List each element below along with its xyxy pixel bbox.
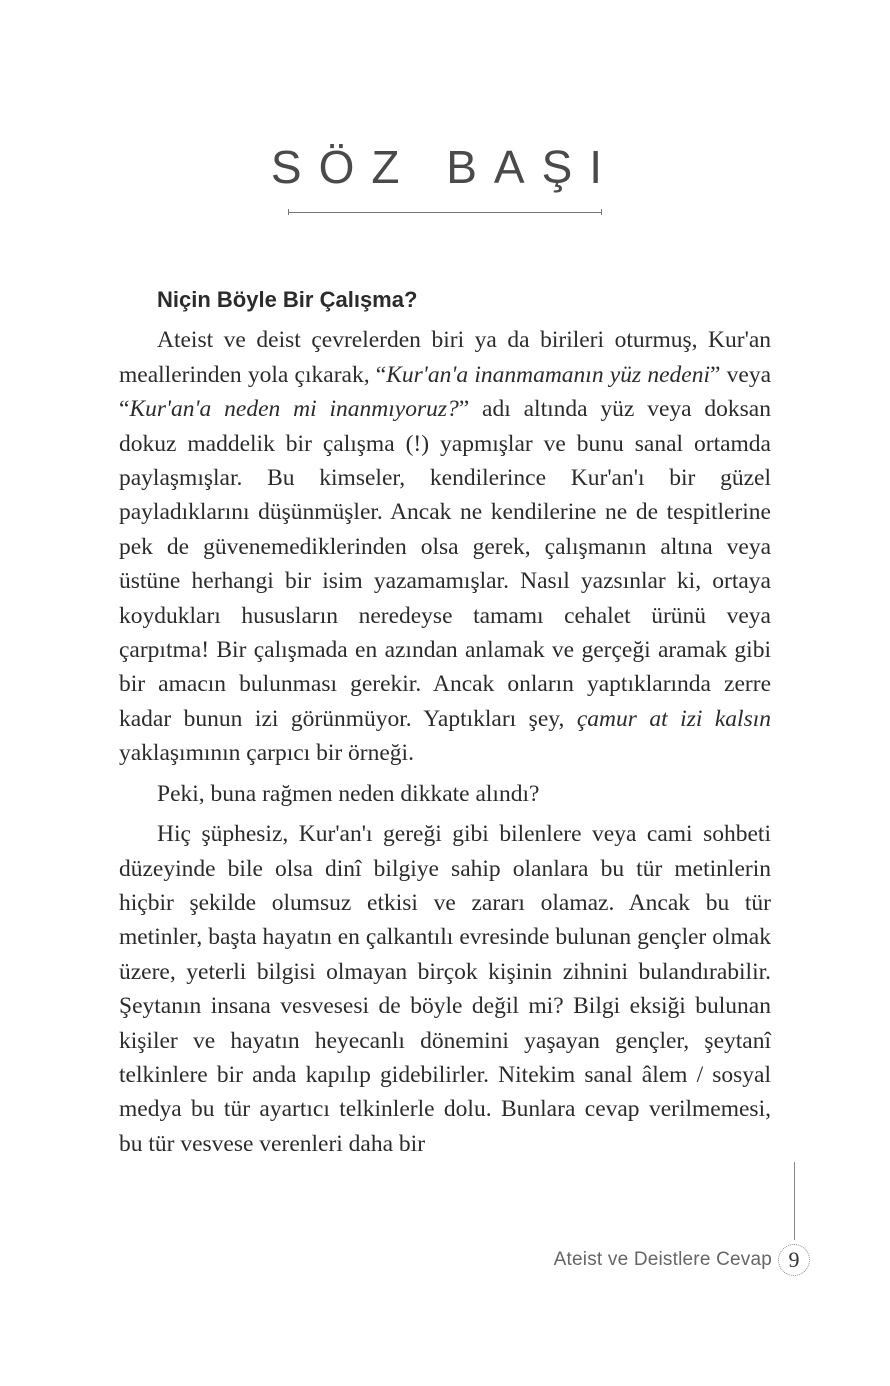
chapter-title: SÖZ BAŞI <box>270 141 620 193</box>
p1-italic-phrase: çamur at izi kalsın <box>576 705 771 732</box>
paragraph-1 <box>119 323 771 770</box>
p1-text-d: yaklaşımının çarpıcı bir örneği. <box>119 740 414 767</box>
margin-rule <box>794 1162 795 1240</box>
p1-text-b: ” veya “ <box>119 361 771 423</box>
paragraph-2: Peki, buna rağmen neden dikkate alındı? <box>157 780 540 807</box>
title-underline <box>288 212 602 213</box>
p1-quote-1: Kur'an'a inanmamanın yüz nedeni <box>386 361 710 388</box>
page-footer <box>554 1244 810 1276</box>
body-text <box>119 283 771 1161</box>
paragraph-3: Hiç şüphesiz, Kur'an'ı gereği gibi bilenlere veya cami sohbeti düzeyinde bile olsa dinî bilgiye sahip olanlara bu tür metinlerin hiçbir şekilde olumsuz etkisi ve zararı olamaz. Ancak bu tür metinler, başta hayatın en çalkantılı evresinde bulunan gençler olmak üzere, yeterli bilgisi olmayan birçok kişinin zihnini bulandırabilir. Şeytanın insana vesvesesi de böyle değil mi? Bilgi eksiği bulunan kişiler ve hayatın heyecanlı dönemini yaşayan gençler, şeytanî telkinlere bir anda kapılıp gidebilirler. Nitekim sanal âlem / sosyal medya bu tür ayartıcı telkinlerle dolu. Bunlara cevap verilmemesi, bu tür vesvese verenleri daha bir <box>119 821 771 1157</box>
p1-text-a: Ateist ve deist çevrelerden biri ya da birileri oturmuş, Kur'an meallerinden yola çıkarak, “ <box>119 327 771 388</box>
running-title: Ateist ve Deistlere Cevap <box>553 1249 772 1270</box>
section-heading: Niçin Böyle Bir Çalışma? <box>157 287 418 312</box>
p1-text-c: ” adı altında yüz veya doksan dokuz maddelik bir çalışma (!) yapmışlar ve bunu sanal ortamda paylaşmışlar. Bu kimseler, kendilerince Kur'an'ı bir güzel payladıklarını düşünmüşler. Ancak ne kendilerine ne de tespitlerine pek de güvenemediklerinden olsa gerek, çalışmanın altına veya üstüne herhangi bir isim yazamamışlar. Nasıl yazsınlar ki, ortaya koydukları hususların neredeyse tamamı cehalet ürünü veya çarpıtma! Bir çalışmada en azından anlamak ve gerçeği aramak gibi bir amacın bulunması gerekir. Ancak onların yaptıklarında zerre kadar bunun izi görünmüyor. Yaptıkları şey, <box>119 396 771 732</box>
page-number: 9 <box>778 1244 810 1276</box>
p1-quote-2: Kur'an'a neden mi inanmıyoruz? <box>129 396 459 423</box>
